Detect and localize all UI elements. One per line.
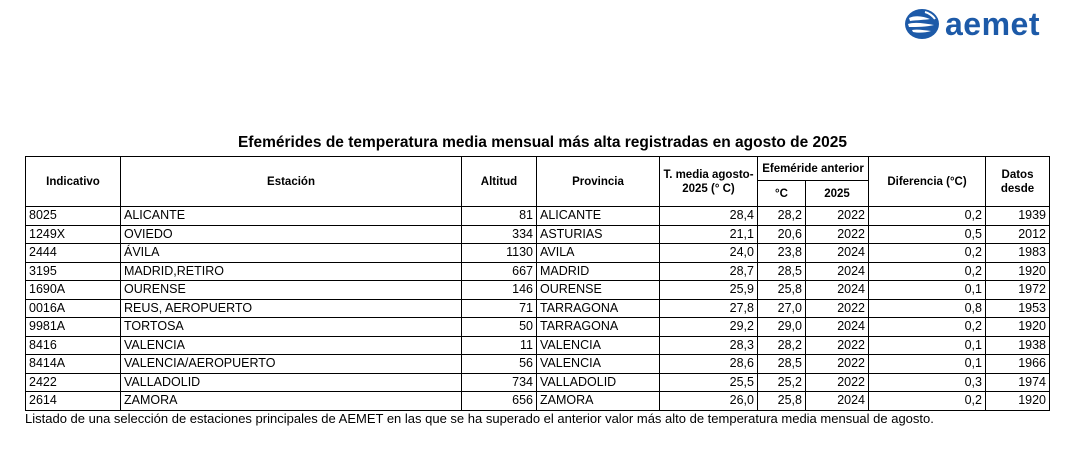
cell-ef-year: 2024 xyxy=(806,281,869,300)
cell-t-media: 28,7 xyxy=(660,262,758,281)
cell-indicativo: 1249X xyxy=(26,225,121,244)
cell-desde: 2012 xyxy=(986,225,1050,244)
aemet-logo xyxy=(903,4,1063,44)
cell-desde: 1966 xyxy=(986,355,1050,374)
table-row xyxy=(26,355,1050,374)
cell-t-media: 24,0 xyxy=(660,244,758,263)
cell-ef-c: 25,2 xyxy=(758,373,806,392)
table-body xyxy=(26,207,1050,411)
cell-altitud: 11 xyxy=(462,336,537,355)
cell-indicativo: 2444 xyxy=(26,244,121,263)
cell-altitud: 56 xyxy=(462,355,537,374)
header-provincia: Provincia xyxy=(537,157,660,207)
cell-diferencia: 0,2 xyxy=(869,244,986,263)
cell-t-media: 29,2 xyxy=(660,318,758,337)
cell-diferencia: 0,2 xyxy=(869,262,986,281)
cell-desde: 1920 xyxy=(986,262,1050,281)
cell-ef-year: 2022 xyxy=(806,299,869,318)
cell-estacion: TORTOSA xyxy=(121,318,462,337)
cell-ef-year: 2024 xyxy=(806,262,869,281)
table-row xyxy=(26,373,1050,392)
cell-ef-year: 2024 xyxy=(806,318,869,337)
cell-indicativo: 1690A xyxy=(26,281,121,300)
cell-ef-year: 2022 xyxy=(806,373,869,392)
cell-desde: 1938 xyxy=(986,336,1050,355)
aemet-globe-icon xyxy=(903,7,941,41)
logo-text: aemet xyxy=(945,6,1040,42)
cell-provincia: ASTURIAS xyxy=(537,225,660,244)
cell-ef-year: 2022 xyxy=(806,207,869,226)
cell-ef-c: 28,5 xyxy=(758,355,806,374)
cell-diferencia: 0,8 xyxy=(869,299,986,318)
cell-ef-c: 27,0 xyxy=(758,299,806,318)
cell-ef-c: 28,5 xyxy=(758,262,806,281)
cell-provincia: VALLADOLID xyxy=(537,373,660,392)
cell-estacion: ZAMORA xyxy=(121,392,462,411)
cell-altitud: 50 xyxy=(462,318,537,337)
cell-desde: 1939 xyxy=(986,207,1050,226)
cell-provincia: MADRID xyxy=(537,262,660,281)
cell-estacion: ÁVILA xyxy=(121,244,462,263)
cell-diferencia: 0,2 xyxy=(869,318,986,337)
cell-desde: 1974 xyxy=(986,373,1050,392)
cell-provincia: VALENCIA xyxy=(537,336,660,355)
cell-t-media: 28,3 xyxy=(660,336,758,355)
cell-estacion: REUS, AEROPUERTO xyxy=(121,299,462,318)
cell-desde: 1920 xyxy=(986,392,1050,411)
cell-desde: 1972 xyxy=(986,281,1050,300)
cell-t-media: 27,8 xyxy=(660,299,758,318)
cell-ef-c: 25,8 xyxy=(758,392,806,411)
cell-indicativo: 2422 xyxy=(26,373,121,392)
cell-ef-year: 2022 xyxy=(806,355,869,374)
cell-estacion: VALENCIA/AEROPUERTO xyxy=(121,355,462,374)
cell-ef-c: 28,2 xyxy=(758,207,806,226)
cell-diferencia: 0,2 xyxy=(869,207,986,226)
cell-estacion: OURENSE xyxy=(121,281,462,300)
table-row xyxy=(26,207,1050,226)
cell-altitud: 71 xyxy=(462,299,537,318)
cell-altitud: 146 xyxy=(462,281,537,300)
cell-ef-c: 20,6 xyxy=(758,225,806,244)
table-row xyxy=(26,392,1050,411)
table-row xyxy=(26,281,1050,300)
cell-altitud: 334 xyxy=(462,225,537,244)
cell-indicativo: 3195 xyxy=(26,262,121,281)
cell-diferencia: 0,1 xyxy=(869,355,986,374)
cell-altitud: 1130 xyxy=(462,244,537,263)
cell-desde: 1953 xyxy=(986,299,1050,318)
header-t-media: T. media agosto-2025 (° C) xyxy=(660,157,758,207)
table-row xyxy=(26,318,1050,337)
cell-ef-c: 23,8 xyxy=(758,244,806,263)
cell-ef-year: 2022 xyxy=(806,225,869,244)
cell-estacion: ALICANTE xyxy=(121,207,462,226)
cell-diferencia: 0,5 xyxy=(869,225,986,244)
cell-estacion: VALENCIA xyxy=(121,336,462,355)
cell-estacion: MADRID,RETIRO xyxy=(121,262,462,281)
cell-diferencia: 0,3 xyxy=(869,373,986,392)
cell-ef-year: 2024 xyxy=(806,244,869,263)
cell-desde: 1920 xyxy=(986,318,1050,337)
cell-indicativo: 9981A xyxy=(26,318,121,337)
cell-provincia: TARRAGONA xyxy=(537,318,660,337)
cell-ef-c: 28,2 xyxy=(758,336,806,355)
table-row xyxy=(26,225,1050,244)
header-datos-desde: Datos desde xyxy=(986,157,1050,207)
cell-ef-c: 29,0 xyxy=(758,318,806,337)
efemerides-table xyxy=(25,156,1050,411)
cell-provincia: OURENSE xyxy=(537,281,660,300)
cell-estacion: VALLADOLID xyxy=(121,373,462,392)
cell-indicativo: 0016A xyxy=(26,299,121,318)
table-row xyxy=(26,299,1050,318)
header-diferencia: Diferencia (°C) xyxy=(869,157,986,207)
cell-provincia: ZAMORA xyxy=(537,392,660,411)
cell-indicativo: 8416 xyxy=(26,336,121,355)
cell-estacion: OVIEDO xyxy=(121,225,462,244)
header-altitud: Altitud xyxy=(462,157,537,207)
cell-altitud: 81 xyxy=(462,207,537,226)
cell-ef-c: 25,8 xyxy=(758,281,806,300)
cell-provincia: ALICANTE xyxy=(537,207,660,226)
cell-provincia: TARRAGONA xyxy=(537,299,660,318)
header-efemeride-c: °C xyxy=(758,181,806,207)
page-title: Efemérides de temperatura media mensual más alta registradas en agosto de 2025 xyxy=(237,134,848,151)
cell-diferencia: 0,2 xyxy=(869,392,986,411)
cell-altitud: 667 xyxy=(462,262,537,281)
header-efemeride-year: 2025 xyxy=(806,181,869,207)
table-row xyxy=(26,244,1050,263)
cell-t-media: 21,1 xyxy=(660,225,758,244)
cell-t-media: 25,5 xyxy=(660,373,758,392)
table-row xyxy=(26,262,1050,281)
cell-altitud: 734 xyxy=(462,373,537,392)
header-estacion: Estación xyxy=(121,157,462,207)
footnote: Listado de una selección de estaciones principales de AEMET en las que se ha superado el anterior valor más alto de temperatura media mensual de agosto. xyxy=(25,411,934,426)
cell-diferencia: 0,1 xyxy=(869,281,986,300)
table-row xyxy=(26,336,1050,355)
cell-altitud: 656 xyxy=(462,392,537,411)
cell-t-media: 28,6 xyxy=(660,355,758,374)
cell-provincia: VALENCIA xyxy=(537,355,660,374)
cell-t-media: 25,9 xyxy=(660,281,758,300)
cell-provincia: AVILA xyxy=(537,244,660,263)
cell-indicativo: 2614 xyxy=(26,392,121,411)
cell-t-media: 26,0 xyxy=(660,392,758,411)
cell-diferencia: 0,1 xyxy=(869,336,986,355)
cell-desde: 1983 xyxy=(986,244,1050,263)
cell-indicativo: 8025 xyxy=(26,207,121,226)
cell-indicativo: 8414A xyxy=(26,355,121,374)
header-indicativo: Indicativo xyxy=(26,157,121,207)
cell-ef-year: 2022 xyxy=(806,336,869,355)
cell-ef-year: 2024 xyxy=(806,392,869,411)
cell-t-media: 28,4 xyxy=(660,207,758,226)
header-efemeride-anterior: Efeméride anterior xyxy=(758,157,869,181)
